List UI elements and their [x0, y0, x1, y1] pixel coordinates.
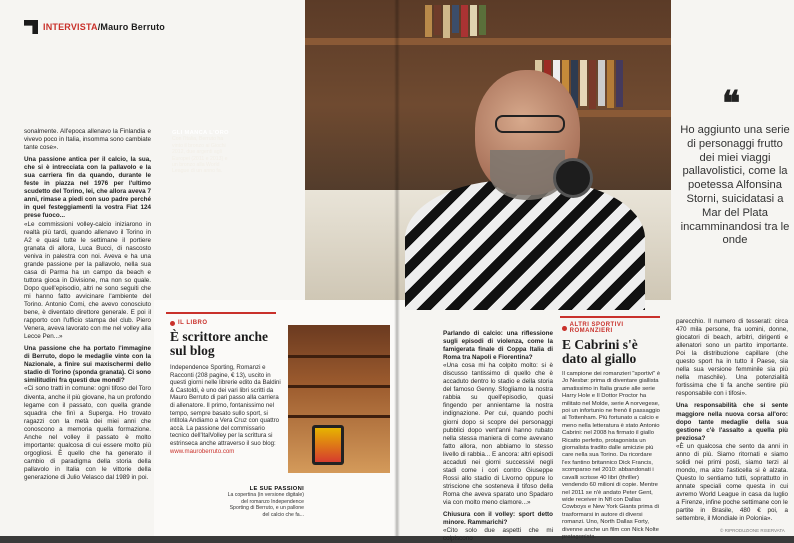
question: Una passione che ha portato l'immagine di Berruto, dopo le medaglie vinte con la Nazionale, a finire sui maxischermi dello stadio di Torino (sponda granata). Ci sono similitudini fra questi due mondi? — [24, 345, 151, 385]
box-caption: LE SUE PASSIONI La copertina (in versione digitale) del romanzo Independence Sporting di Berruto, e un pallone del calcio che fa... — [227, 486, 304, 518]
pull-quote: Ho aggiunto una serie di personaggi frutto dei miei viaggi pallavolistici, come la poetessa Alfonsina Storni, suicidatasi a Mar del Plata incamminandosi tra le onde — [680, 124, 790, 247]
box-tag: IL LIBRO — [170, 320, 285, 326]
side-box — [562, 322, 662, 541]
left-column: sonalmente. All'epoca allenavo la Finlandia e vivevo poco in Italia, insomma sono cambiate tante cose». Una passione antica per il calcio, la sua, che si è intrecciata con la pallavolo e la sua carriera fin da quando, durante le feste in piazza nel 1976 per l'ultimo scudetto del Torino, lei, che allora aveva 7 anni, rimase a piedi con suo padre perché in quel festeggiamenti la vostra Fiat 124 prese fuoco... «Le commissioni volley-calcio iniziarono in realtà più tardi, quando allenavo il Torino in A2 e quasi tutte le settimane il portiere granata di allora, Luca Bucci, di nascosto veniva in palestra con noi. Aveva e ha una grande passione per la pallavolo, nella sua casa di Parma ha un campo da beach e tuttora gioca in Divisione, ma non so quale. Dopo quell'episodio, altri ne sono seguiti che mi hanno fatto avvicinare l'ambiente del Torino. Antonio Comi, che avevo conosciuto bene, è diventato direttore generale. E poi il rapporto con l'ufficio stampa del club. Piero Venera, aveva lavorato con me nel volley alla Lecce Pen...» Una passione che ha portato l'immagine di Berruto, dopo le medaglie vinte con la Nazionale, a finire sui maxischermi dello stadio di Torino (sponda granata). Ci sono similitudini fra questi due mondi? «Ci sono tratti in comune: ogni tifoso del Toro diventa, anche il più giovane, ha un profondo legame con il passato, con quella grande squadra che finì a Superga. Ho trovato ragazzi con la metà dei miei anni che conoscono a memoria quella formazione. Anche nel volley il passato è molto importante: qualcosa di cui essere molto più orgogliosi. È quello che ha generato il cambio di paradigma della storia della pallavolo in Italia con le vittorie della generazione di Julio Velasco dal 1989 in poi. — [24, 128, 151, 481]
bookshelf-photo — [288, 325, 390, 473]
photo-caption: GLI MANCA L'ORO Con l'Italia, Berruto ha vinto il bronzo ai Giochi 2012, due argenti agli Europei (2011 e 2013) e un bronzo alla World League di un anno fa. — [172, 130, 229, 175]
bullet-icon — [170, 321, 175, 326]
right-column — [676, 318, 788, 523]
question: Una passione antica per il calcio, la sua, che si è intrecciata con la pallavolo e la sua carriera fin da quando, durante le feste in piazza nel 1976 per l'ultimo scudetto del Torino, lei, che allora aveva 7 anni, rimase a piedi con suo padre perché in quel festeggiamenti la vostra Fiat 124 prese fuoco... — [24, 156, 151, 220]
logo-mark-icon — [24, 20, 38, 34]
bullet-icon — [562, 326, 567, 331]
shelf — [305, 38, 671, 45]
tablet-icon — [312, 425, 344, 465]
question: Chiusura con il volley: sport detto minore. Rammarichi? — [443, 511, 553, 527]
rule — [560, 316, 660, 318]
answer: parecchio. Il numero di tesserati: circa 470 mila persone, fra uomini, donne, giocatori di beach, arbitri, dirigenti e allenatori sono un partito importante. Poi la distribuzione capillare (che questo sport ha in tutto il Paese, sia nella sua versione femminile sia più nella maschile). Una potenzialità fortissima che ti fa anche sentire più responsabile con i tifosi». — [676, 318, 788, 398]
answer: «Una cosa mi ha colpito molto: si è discusso tantissimo di quello che è accaduto dentro lo stadio e della storia del famoso Genny. Sfogliamo la nostra rabbia su quell'episodio, quasi fingendo per annientarne la nostra indignazione. Per cui, quando pochi giorni dopo si scopre dei personaggi pubblici dopo vent'anni hanno rubato nella stessa maniera di come avevano fatto allora, non abbiamo lo stesso livello di rabbia... E ancora: altri episodi accaduti nei giorni successivi negli stadi come i cori contro Giuseppe Rossi allo stadio di Livorno oppure lo striscione che sosteneva il tifoso della Roma che aveva sparato uno Spadaro via con molto meno clamore...» — [443, 362, 553, 506]
watch-icon — [553, 158, 593, 198]
book-box — [154, 300, 396, 536]
books — [425, 5, 486, 38]
middle-column — [443, 330, 553, 543]
gutter — [394, 0, 400, 536]
portrait-photo — [305, 0, 671, 300]
section-label: INTERVISTA — [43, 22, 98, 32]
blog-link[interactable]: www.mauroberruto.com — [170, 447, 235, 455]
rule — [166, 312, 276, 314]
interviewee-name: Mauro Berruto — [100, 22, 165, 32]
answer: «Ci sono tratti in comune: ogni tifoso del Toro diventa, anche il più giovane, ha un profondo legame con il passato, con quella grande squadra che finì a Superga. Ho trovato ragazzi con la metà dei miei anni che conoscono a memoria quella formazione. Anche nel volley il passato è molto importante: qualcosa di cui essere molto più orgogliosi. È quello che ha generato il cambio di paradigma della storia della pallavolo in Italia con le vittorie della generazione di Julio Velasco dal 1989 in poi. — [24, 385, 151, 481]
box-text: Independence Sporting, Romanzi e Racconti (208 pagine, € 13), uscito in questi giorni nelle librerie edito da Baldini & Castoldi, è uno dei vari libri scritti da Mauro Berruto di pari passo alla carriera di allenatore. Il primo, fontanissimo nel tempo, sempre basato sullo sport, si intitola Andiamo a Vera Cruz con quattro accà. La passione del commissario tecnico dell'ItalVolley per la scrittura si estrinseca anche attraverso il suo blog: — [170, 364, 281, 447]
side-tag: ALTRI SPORTIVI ROMANZIERI — [562, 322, 662, 334]
answer: «È un qualcosa che sento da anni in anno di più. Siamo ritornati e siamo solidi nei primi posti, siamo terzi al mondo, ma alzo l'asticella si è alzata. Questo lo sentiamo tutti, soprattutto in annate speciali come questa in cui avremo World League in casa da luglio a Firenze, infine poche settimane con le partite in Brasile, 480 € poi, a settembre, il Mondiale in Polonia». — [676, 442, 788, 523]
section-header: INTERVISTA/Mauro Berruto — [24, 20, 165, 34]
answer: «Le commissioni volley-calcio iniziarono in realtà più tardi, quando allenavo il Torino in A2 e quasi tutte le settimane il portiere granata di allora, Luca Bucci, di nascosto veniva in palestra con noi. Aveva e ha una grande passione per la pallavolo, nella sua casa di Parma ha un campo da beach e tuttora gioca in Divisione, ma non so quale. Dopo quell'episodio, altri ne sono seguiti che mi hanno fatto avvicinare l'ambiente del Torino. Antonio Comi, che avevo conosciuto bene, è diventato direttore generale. E poi il rapporto con l'ufficio stampa del club. Piero Venera, aveva lavorato con me nel volley alla Lecce Pen...» — [24, 220, 151, 341]
side-text: Il campione dei romanzieri "sportivi" è Jo Nesbø: prima di diventare giallista amatissimo in Italia grazie alle serie Harry Hole e Il Dottor Proctor ha militato nel Molde, serie A norvegese, poi un infortunio ne frenò il passaggio al Tottenham. Più fortunato a calcio e meno nella letteratura è stato Antonio Cabrini: nel 2008 ha firmato il giallo Ricatto perfetto, protagonista un giornalista tradito dalle amicizie più care nella sua Torino. Da ricordare l'ex fantino britannico Dick Francis, scomparso nel 2010: abbandonati i cavalli scrisse 40 libri (thriller) vendendo 60 milioni di copie. Mentre nel 2011 se n'è andato Peter Gent, wide receiver in Nfl con Dallas Cowboys e New York Giants prima di trasformarsi in autore di diversi romanzi. Uno, North Dallas Forty, divenne anche un film con Nick Nolte protagonista. — [562, 371, 661, 540]
answer: «Cito solo due aspetti che mi colpiscono — [443, 527, 553, 543]
glasses — [495, 115, 565, 133]
question: Parlando di calcio: una riflessione sugli episodi di violenza, come la famigerata finale di Coppa Italia di Roma tra Napoli e Fiorentina? — [443, 330, 553, 362]
side-title: E Cabrini s'è dato al giallo — [562, 337, 638, 366]
footer-copyright: © RIPRODUZIONE RISERVATA — [720, 528, 785, 533]
quote-mark-icon: ❝ — [722, 86, 741, 123]
box-title: È scrittore anche sul blog — [170, 329, 268, 358]
question: Una responsabilità che si sente maggiore nella nuova corsa all'oro: dopo tante medaglie della sua gestione c'è l'assalto a quella più preziosa? — [676, 402, 788, 442]
